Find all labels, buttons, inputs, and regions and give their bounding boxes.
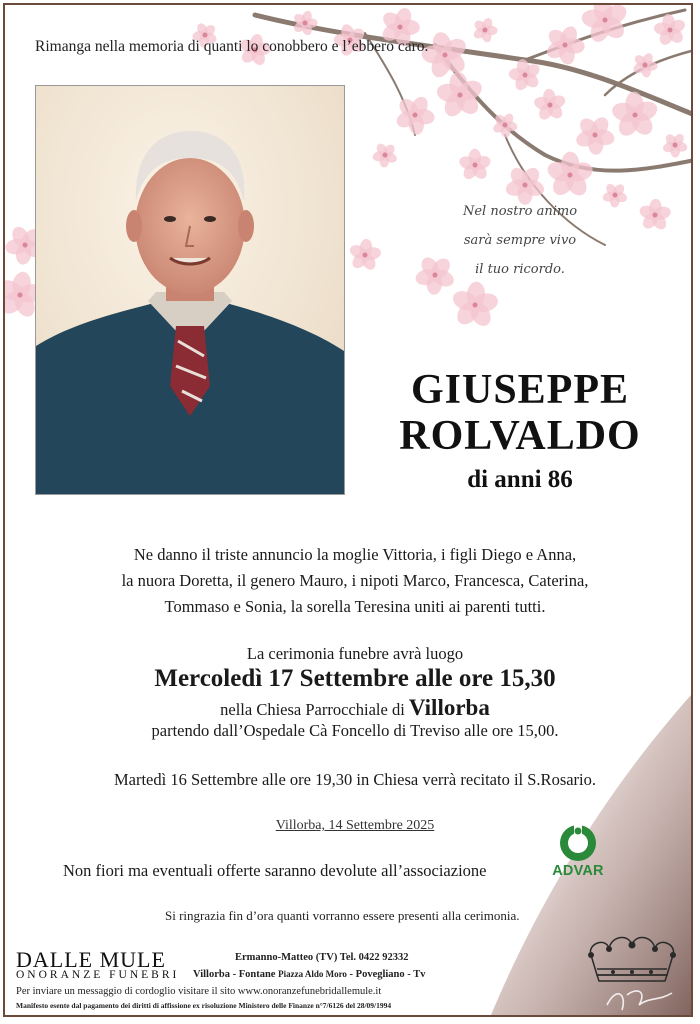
thanks-note: Si ringrazia fin d’ora quanti vorranno essere presenti alla cerimonia.: [165, 908, 520, 923]
location-part: Villorba - Fontane: [193, 969, 279, 980]
funeral-home-name: DALLE MULE: [16, 947, 166, 972]
manifesto-exemption: Manifesto esente dal pagamento dei diritti di affissione ex risoluzione Ministero delle Finanze n°7/6126 del 28/09/1994: [16, 1001, 392, 1010]
blossom-flower: [467, 12, 503, 48]
verse-line: sarà sempre vivo: [463, 233, 577, 248]
condolence-message-info: Per inviare un messaggio di cordoglio visitare il sito www.onoranzefunebridallemule.it: [16, 986, 382, 997]
first-name: GIUSEPPE: [410, 367, 630, 413]
advar-logo: [545, 823, 611, 883]
town-name: Villorba: [408, 695, 490, 720]
church-prefix: nella Chiesa Parrocchiale di: [220, 700, 405, 719]
blossom-flower: [370, 139, 401, 171]
blossom-flower: [627, 48, 662, 83]
ceremony-intro: La cerimonia funebre avrà luogo: [246, 644, 464, 663]
ceremony-location: [45, 695, 665, 721]
crown-signature-icon: [577, 925, 687, 1015]
funeral-home-subtitle: ONORANZE FUNEBRI: [16, 969, 180, 981]
blossom-flower: [457, 149, 492, 183]
verse-line: Nel nostro animo: [462, 204, 578, 219]
advar-label: ADVAR: [552, 863, 604, 879]
funeral-home-locations: [193, 969, 425, 980]
funeral-home-contact: Ermanno-Matteo (TV) Tel. 0422 92332: [235, 952, 409, 963]
place-date: Villorba, 14 Settembre 2025: [275, 818, 435, 833]
deceased-name: [365, 367, 675, 459]
last-name: ROLVALDO: [399, 413, 641, 459]
blossom-flower: [343, 232, 388, 277]
obituary-notice: [3, 3, 693, 1017]
portrait-photo: [35, 85, 345, 495]
memorial-verse: [400, 197, 640, 284]
blossom-flower: [569, 108, 622, 162]
announcement-line: la nuora Doretta, il genero Mauro, i nipoti Marco, Francesca, Caterina,: [121, 571, 589, 590]
location-part: - Povegliano - Tv: [346, 969, 426, 980]
memorial-line: Rimanga nella memoria di quanti lo conobbero e l’ebbero caro.: [35, 38, 429, 55]
departure-info: partendo dall’Ospedale Cà Foncello di Treviso alle ore 15,00.: [151, 721, 559, 740]
location-part: Piazza Aldo Moro: [278, 969, 347, 979]
advar-emblem-icon: [557, 823, 599, 863]
announcement-line: Ne danno il triste annuncio la moglie Vittoria, i figli Diego e Anna,: [133, 545, 577, 564]
rosary-info: Martedì 16 Settembre alle ore 19,30 in Chiesa verrà recitato il S.Rosario.: [113, 770, 597, 789]
blossom-flower: [527, 82, 574, 128]
blossom-flower: [391, 91, 438, 140]
announcement-line: Tommaso e Sonia, la sorella Teresina uniti ai parenti tutti.: [164, 597, 546, 616]
blossom-flower: [576, 5, 634, 49]
verse-line: il tuo ricordo.: [475, 262, 565, 277]
flowers-note: Non fiori ma eventuali offerte saranno devolute all’associazione: [63, 861, 487, 880]
blossom-flower: [606, 85, 665, 146]
blossom-flower: [657, 127, 693, 164]
deceased-age: di anni 86: [467, 466, 573, 493]
ceremony-date-time: Mercoledì 17 Settembre alle ore 15,30: [154, 665, 556, 692]
family-announcement: [45, 542, 665, 620]
